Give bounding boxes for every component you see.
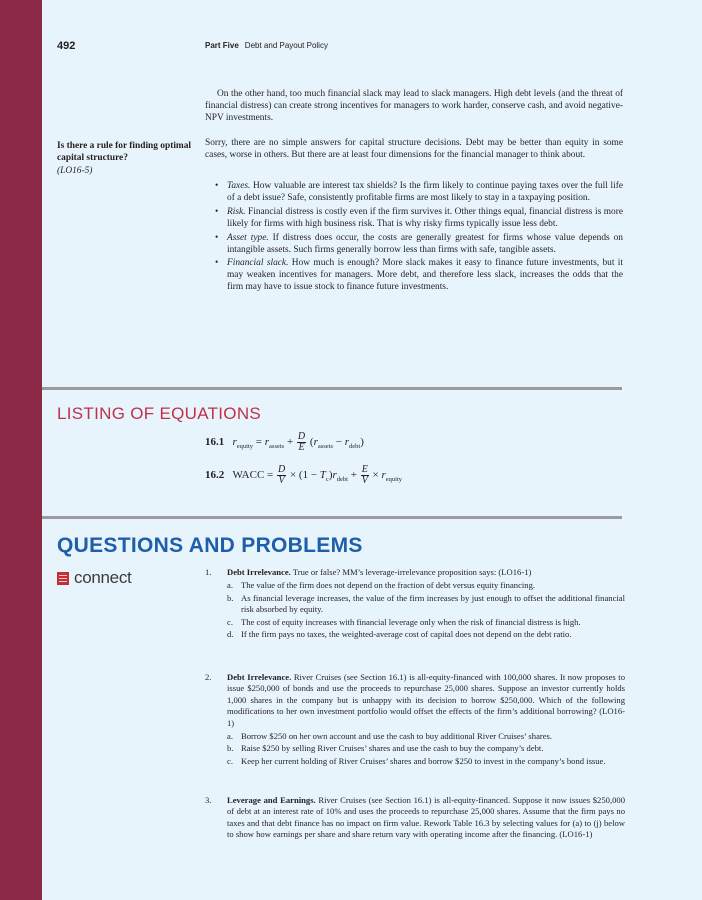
margin-learning-objective: (LO16-5) [57,165,93,176]
question-number: 2. [205,672,212,682]
bullet-text: Financial distress is costly even if the firm survives it. Other things equal, financial distress is more likely for firms with high business risk. That is why risky firms typically issue less debt. [227,206,623,229]
list-item [227,629,625,640]
part-label: Part Five [205,41,239,50]
option-letter: d. [227,629,234,640]
option-text: Raise $250 by selling River Cruises’ shares and use the cash to buy the company’s debt. [241,743,544,754]
option-text: The value of the firm does not depend on the fraction of debt versus equity financing. [241,580,536,591]
question-text: River Cruises (see Section 16.1) is all-equity-financed. Suppose it now issues $250,000 of debt at an interest rate of 10% and uses the proceeds to repurchase 25,000 shares. Assume that the firm pays no taxes and that debt finance has no impact on firm value. Rework Table 16.3 by selecting values for (a) to (j) below to show how earnings per share and share return vary with operating income after the financing. (LO16-1) [227,795,625,840]
connect-logo-text: connect [74,568,132,587]
option-text: The cost of equity increases with financial leverage only when the risk of financial distress is high. [241,616,581,627]
questions-heading: QUESTIONS AND PROBLEMS [57,534,363,557]
bullet-text: If distress does occur, the costs are generally greatest for firms whose value depends on intangible assets. Such firms generally borrow less than firms with safe, tangible assets. [227,232,623,255]
option-letter: c. [227,616,233,627]
bullet-term: Risk. [227,206,246,217]
option-letter: b. [227,743,234,754]
list-item [227,743,625,754]
section-divider [42,516,622,519]
page-number: 492 [57,40,76,52]
intro-paragraph: On the other hand, too much financial slack may lead to slack managers. High debt levels (and the threat of financial distress) can create strong incentives for managers to work harder, conserve cash, and avoid negative-NPV investments. [205,89,623,124]
section-divider [42,387,622,390]
option-text: As financial leverage increases, the value of the firm increases by just enough to offset the additional financial risk absorbed by equity. [241,592,625,615]
list-item [227,580,625,591]
question-title: Debt Irrelevance. [227,672,292,682]
publisher-logo-icon [57,572,69,585]
bullet-term: Asset type. [227,232,269,243]
question-number: 3. [205,795,212,805]
option-letter: a. [227,580,233,591]
list-item [205,181,623,205]
dimension-list [205,181,623,296]
equations-heading: LISTING OF EQUATIONS [57,404,262,423]
question-text: True or false? MM’s leverage-irrelevance proposition says: (LO16-1) [290,567,532,577]
equation-label: 16.1 [205,436,225,449]
question-options [227,580,625,640]
chapter-title: Debt and Payout Policy [244,41,328,50]
question-2 [205,672,625,768]
running-header [205,41,328,50]
bullet-text: How valuable are interest tax shields? Is the firm likely to continue paying taxes over the full life of a debt issue? Safe, consistently profitable firms are most likely to stay in a taxpaying position. [227,181,623,203]
question-number: 1. [205,567,212,577]
bullet-text: How much is enough? More slack makes it easy to finance future investments, but it may weaken incentives for managers. More debt, and therefore less slack, increases the odds that the firm may have to issue stock to finance future investments. [227,258,623,293]
list-item [227,731,625,742]
question-text: River Cruises (see Section 16.1) is all-equity-financed with 100,000 shares. It now proposes to issue $250,000 of bonds and use the proceeds to repurchase 25,000 shares. Suppose an investor currently holds 1,000 shares in the company but is unhappy with its decision to borrow $250,000. Which of the following modifications to her own investment portfolio would offset the effects of the firm’s additional borrowing? (LO16-1) [227,672,625,728]
option-letter: c. [227,755,233,766]
question-title: Debt Irrelevance. [227,567,291,577]
list-item [227,617,625,628]
list-item [205,258,623,294]
equation-label: 16.2 [205,469,225,482]
option-letter: b. [227,592,234,603]
margin-question [57,140,192,177]
bullet-term: Financial slack. [227,258,289,269]
list-item [227,593,625,616]
margin-question-text: Is there a rule for finding optimal capital structure? [57,141,192,164]
question-title: Leverage and Earnings. [227,795,316,805]
question-1 [205,567,625,641]
question-3 [205,795,625,841]
option-text: Borrow $250 on her own account and use the cash to buy additional River Cruises’ shares. [241,731,553,742]
page-spine-band [0,0,42,900]
equation-16-2: 16.2 WACC = $\frac{D}{V}$ × $(1 - T_c)r_{debt}$ + $\frac{E}{V}$ × $r_{equity}$ [205,464,403,486]
list-item [205,233,623,257]
question-options [227,731,625,767]
option-text: Keep her current holding of River Cruises’ shares and borrow $250 to invest in the company’s bond issue. [241,755,606,766]
option-text: If the firm pays no taxes, the weighted-average cost of capital does not depend on the debt ratio. [241,629,572,640]
capital-structure-paragraph: Sorry, there are no simple answers for capital structure decisions. Debt may be better than equity in some cases, worse in others. But there are at least four dimensions for the financial manager to think about. [205,138,623,161]
bullet-term: Taxes. [227,181,251,191]
option-letter: a. [227,731,233,742]
connect-logo [57,568,131,588]
list-item [205,207,623,231]
list-item [227,756,625,767]
equation-16-1: 16.1 $r_{equity} = r_{assets}$ + $\frac{D}{E}$ $(r_{assets} - r_{debt})$ [205,431,364,453]
